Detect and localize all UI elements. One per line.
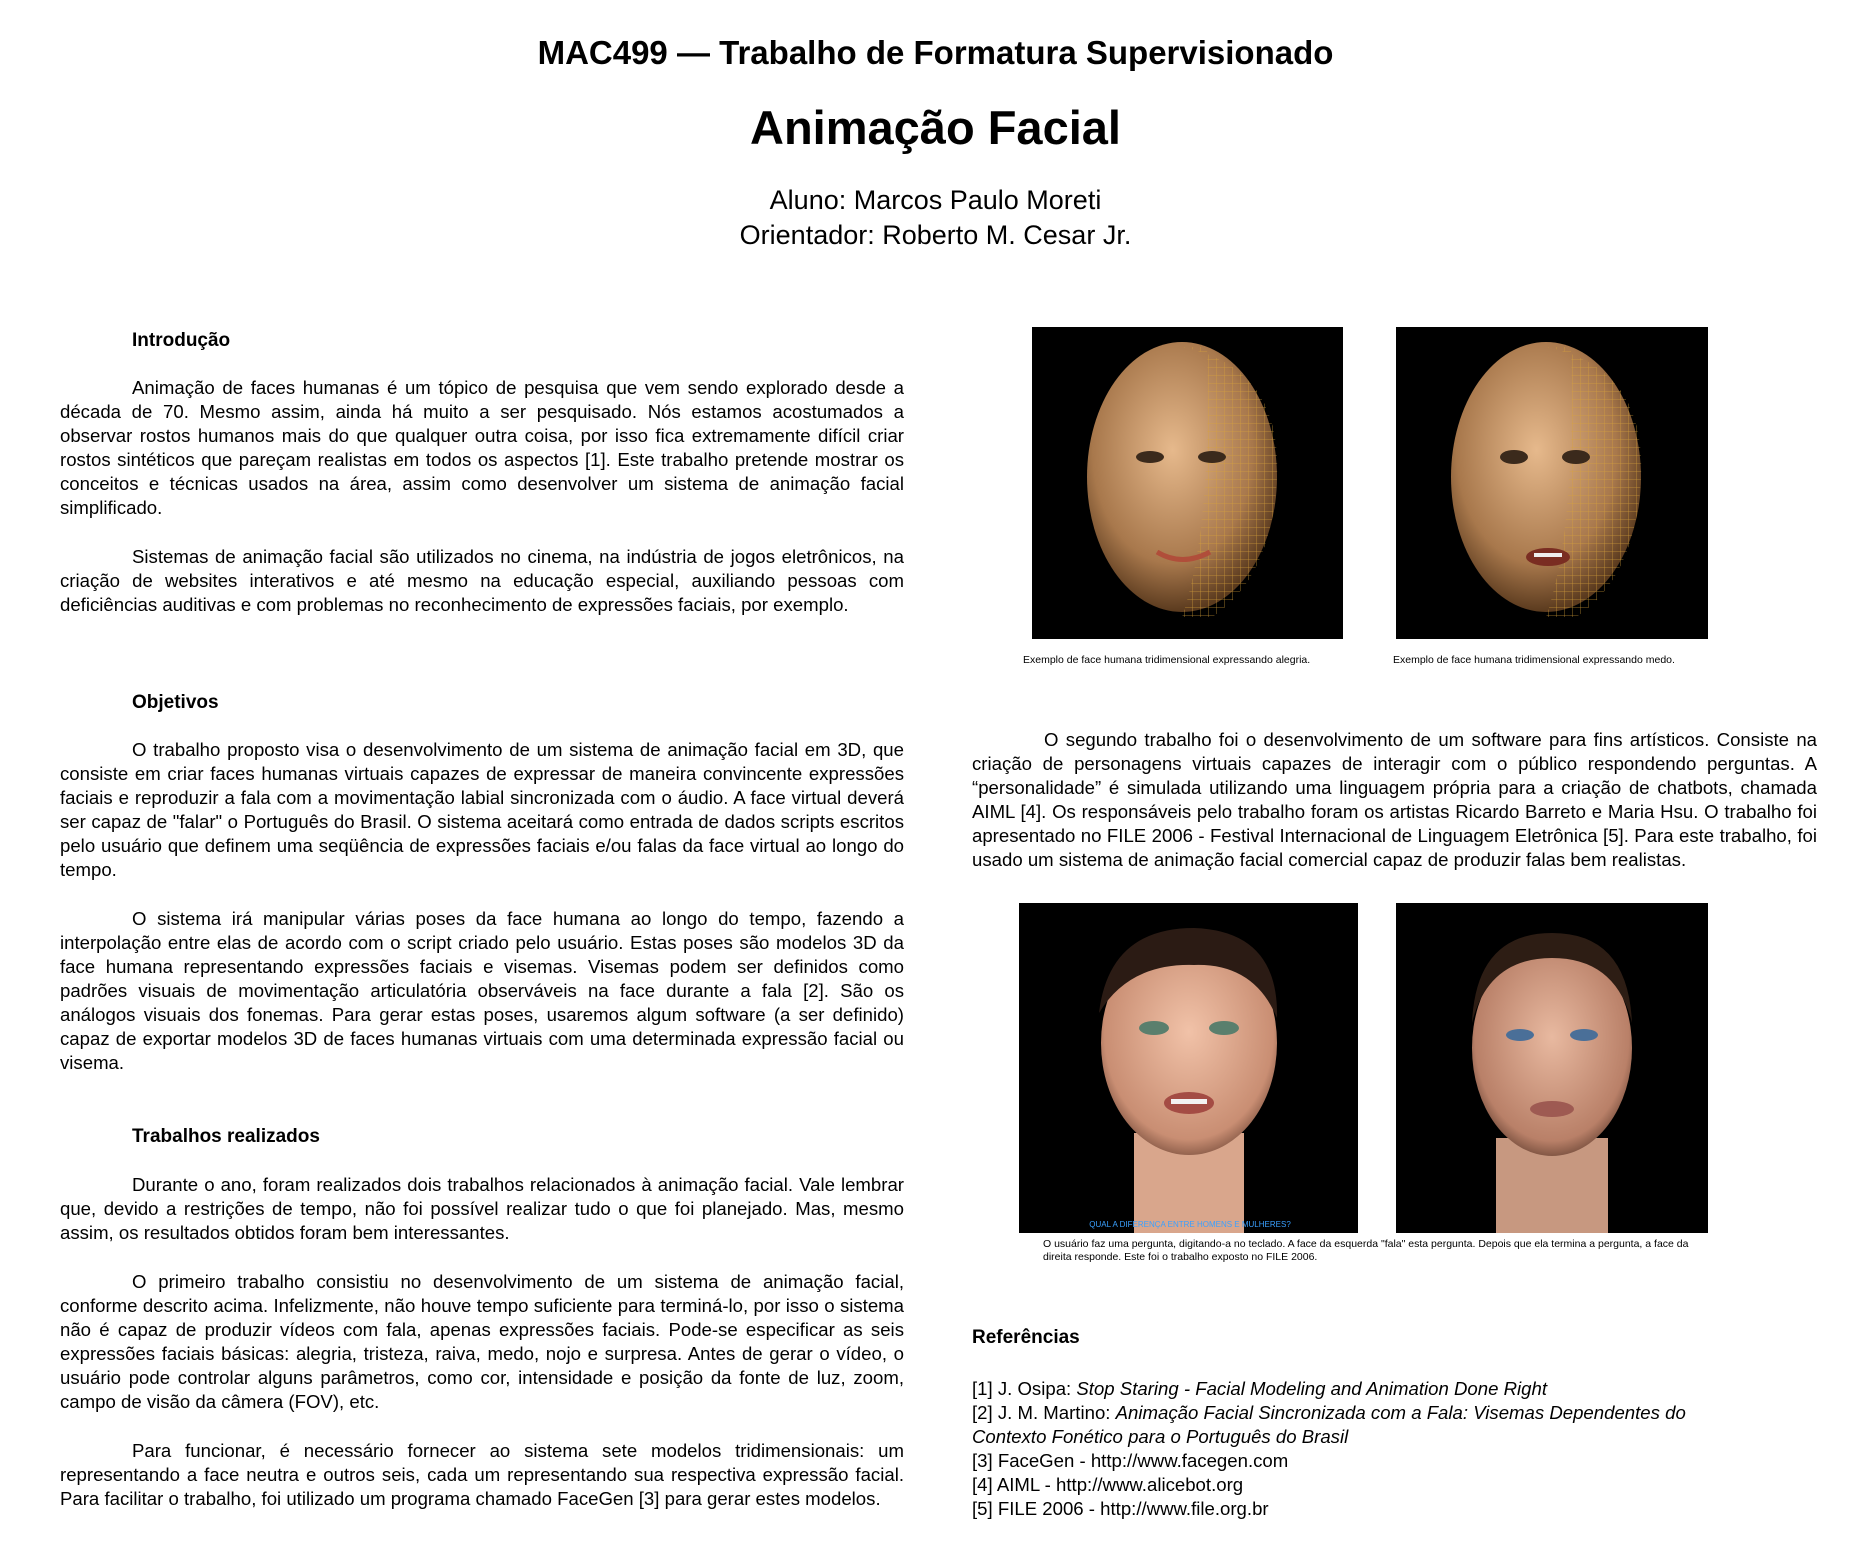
intro-paragraph-1: Animação de faces humanas é um tópico de pesquisa que vem sendo explorado desde a década de 70. Mesmo assim, ainda há muito a ser pesquisado. Nós estamos acostumados a observar rostos humanos mais do que qualquer outra coisa, por isso fica extremamente difícil criar rostos sintéticos que pareçam realistas em todos os aspectos [1]. Este trabalho pretende mostrar os conceitos e técnicas usados na área, assim como desenvolver um sistema de animação facial simplificado. [60,377,904,518]
work-paragraph-3: Para funcionar, é necessário fornecer ao sistema sete modelos tridimensionais: um representando a face neutra e outros seis, cada um representando sua respectiva expressão facial. Para facilitar o trabalho, foi utilizado um programa chamado FaceGen [3] para gerar estes modelos. [60,1440,904,1509]
reference-3: [3] FaceGen - http://www.facegen.com [972,1450,1289,1471]
reference-4: [4] AIML - http://www.alicebot.org [972,1474,1244,1495]
intro-heading: Introdução [132,330,231,351]
screen-text: QUAL A DIFERENÇA ENTRE HOMENS E MULHERES? [1089,1220,1291,1229]
reference-5: [5] FILE 2006 - http://www.file.org.br [972,1498,1269,1519]
student-name: Aluno: Marcos Paulo Moreti [769,185,1102,215]
figure-2-caption: Exemplo de face humana tridimensional expressando medo. [1393,654,1675,666]
reference-2: [2] J. M. Martino: Animação Facial Sincronizada com a Fala: Visemas Dependentes do [972,1402,1686,1423]
figure-3-caption: O usuário faz uma pergunta, digitando-a no teclado. A face da esquerda "fala" esta pergunta. Depois que ela termina a pergunta, a face da direita responde. Este foi o trabalho exposto no FILE 2006. [1043,1238,1689,1263]
objectives-paragraph-1: O trabalho proposto visa o desenvolvimento de um sistema de animação facial em 3D, que consiste em criar faces humanas virtuais capazes de expressar de maneira convincente expressões faciais e reproduzir a fala com a movimentação labial sincronizada com o áudio. A face virtual deverá ser capaz de "falar" o Português do Brasil. O sistema aceitará como entrada de dados scripts escritos pelo usuário que definem uma seqüência de expressões faciais e/ou falas da face virtual ao longo do tempo. [60,739,904,880]
objectives-paragraph-2: O sistema irá manipular várias poses da face humana ao longo do tempo, fazendo a interpolação entre elas de acordo com o script criado pelo usuário. Estas poses são modelos 3D da face humana representando expressões faciais e visemas. Visemas podem ser definidos como padrões visuais de movimentação articulatória observáveis na face durante a fala [2]. São os análogos visuais dos fonemas. Para gerar estas poses, usaremos algum software (a ser definido) capaz de exportar modelos 3D de faces humanas virtuais com uma determinada expressão facial ou visema. [60,908,904,1073]
reference-2-continued: Contexto Fonético para o Português do Brasil [972,1426,1349,1447]
work-paragraph-1: Durante o ano, foram realizados dois trabalhos relacionados à animação facial. Vale lembrar que, devido a restrições de tempo, não foi possível realizar tudo o que foi planejado. Mas, mesmo assim, os resultados obtidos foram bem interessantes. [60,1174,904,1243]
talking-face-left-image [1019,903,1358,1233]
work-paragraph-2: O primeiro trabalho consistiu no desenvolvimento de um sistema de animação facial, conforme descrito acima. Infelizmente, não houve tempo suficiente para terminá-lo, por isso o sistema não é capaz de produzir vídeos com fala, apenas expressões faciais. Pode-se especificar as seis expressões faciais básicas: alegria, tristeza, raiva, medo, nojo e surpresa. Antes de gerar o vídeo, o usuário pode controlar alguns parâmetros, como cor, intensidade e posição da fonte de luz, zoom, campo de visão da câmera (FOV), etc. [60,1271,904,1412]
objectives-heading: Objetivos [132,692,219,713]
poster-title: Animação Facial [750,101,1121,154]
work-heading: Trabalhos realizados [132,1126,320,1147]
wireframe-face-happy-image [1032,327,1343,639]
second-work-paragraph: O segundo trabalho foi o desenvolvimento de um software para fins artísticos. Consiste na criação de personagens virtuais capazes de interagir com o público respondendo perguntas. A “personalidade” é simulada utilizando uma linguagem própria para a criação de chatbots, chamada AIML [4]. Os responsáveis pelo trabalho foram os artistas Ricardo Barreto e Maria Hsu. O trabalho foi apresentado no FILE 2006 - Festival Internacional de Linguagem Eletrônica [5]. Para este trabalho, foi usado um sistema de animação facial comercial capaz de produzir falas bem realistas. [972,729,1817,870]
references-heading: Referências [972,1327,1080,1348]
intro-paragraph-2: Sistemas de animação facial são utilizados no cinema, na indústria de jogos eletrônicos, na criação de websites interativos e até mesmo na educação especial, auxiliando pessoas com deficiências auditivas e com problemas no reconhecimento de expressões faciais, por exemplo. [60,546,904,615]
advisor-name: Orientador: Roberto M. Cesar Jr. [739,220,1132,250]
course-title: MAC499 — Trabalho de Formatura Supervisionado [537,34,1334,71]
talking-face-right-image [1396,903,1708,1233]
wireframe-face-fear-image [1396,327,1708,639]
reference-1: [1] J. Osipa: Stop Staring - Facial Modeling and Animation Done Right [972,1378,1547,1399]
figure-1-caption: Exemplo de face humana tridimensional expressando alegria. [1023,654,1311,666]
